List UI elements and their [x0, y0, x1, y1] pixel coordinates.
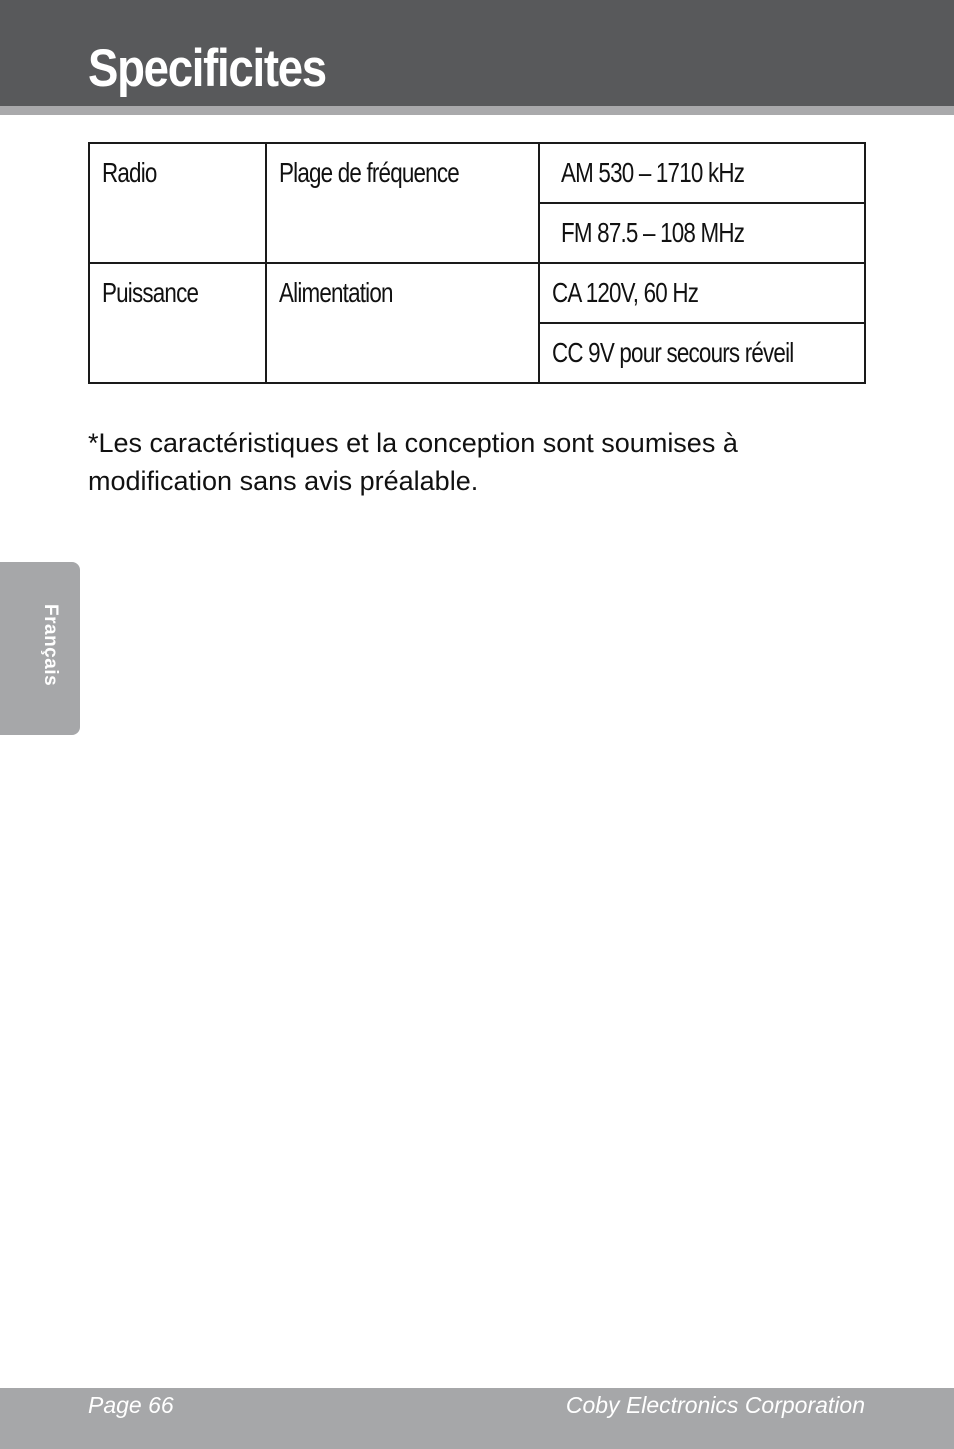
page-title: Specificites [88, 39, 326, 98]
footer-company-name: Coby Electronics Corporation [565, 1392, 865, 1418]
category-cell-power [89, 263, 266, 383]
category-cell-radio [89, 143, 266, 263]
specifications-table [88, 142, 866, 384]
parameter-cell-frequency-range [266, 143, 539, 263]
language-tab-label: Français [40, 604, 61, 687]
value-cell-ac-power [539, 263, 865, 323]
value-label: FM 87.5 – 108 MHz [561, 217, 745, 248]
value-cell-dc-backup [539, 323, 865, 383]
parameter-label: Alimentation [279, 277, 393, 308]
value-label: CA 120V, 60 Hz [552, 277, 699, 308]
value-cell-fm-range [539, 203, 865, 263]
table-row [89, 143, 865, 203]
table-row [89, 263, 865, 323]
footer-page-number: Page 66 [88, 1392, 174, 1418]
value-label: AM 530 – 1710 kHz [561, 157, 745, 188]
header-divider-strip [0, 106, 954, 115]
value-cell-am-range [539, 143, 865, 203]
parameter-cell-power-supply [266, 263, 539, 383]
value-label: CC 9V pour secours réveil [552, 337, 794, 368]
category-label: Puissance [102, 277, 199, 308]
specifications-footnote: *Les caractéristiques et la conception sont soumises à modification sans avis préalable. [88, 428, 738, 496]
parameter-label: Plage de fréquence [279, 157, 459, 188]
category-label: Radio [102, 157, 157, 188]
